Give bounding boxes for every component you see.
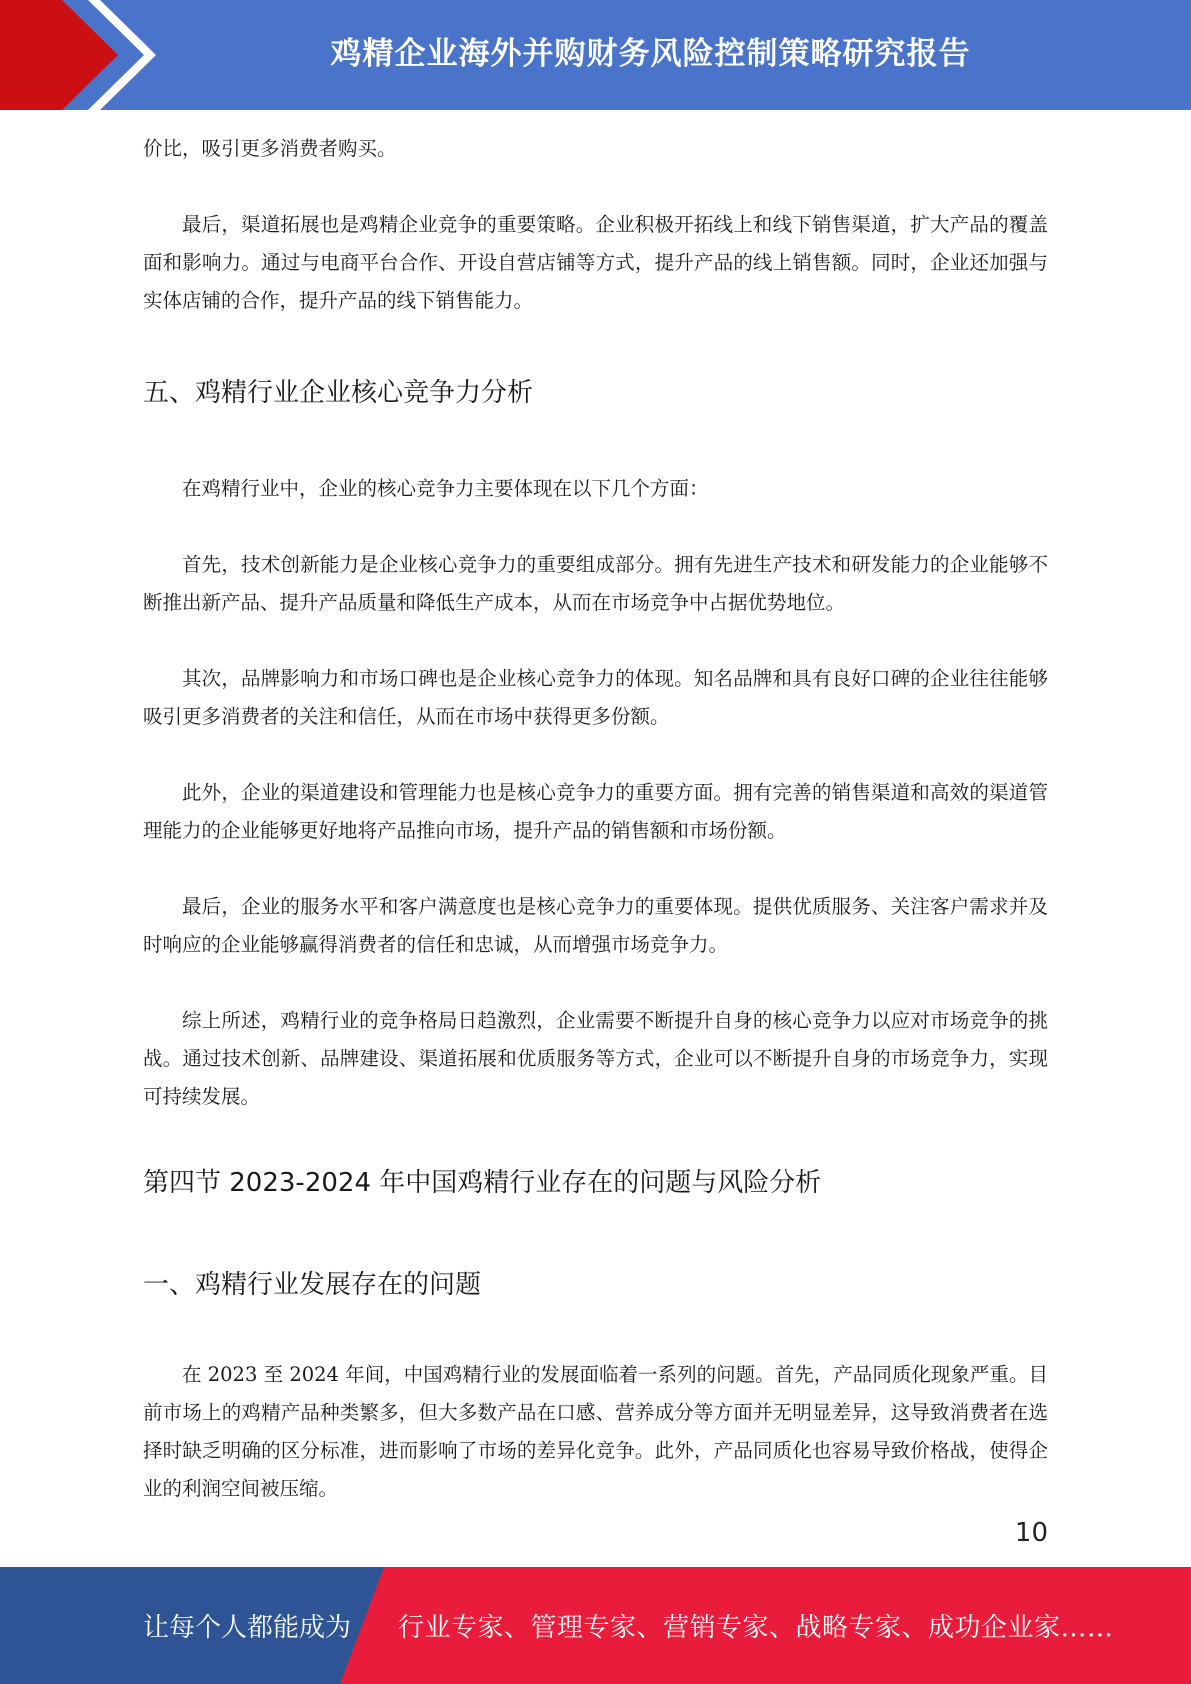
report-title: 鸡精企业海外并购财务风险控制策略研究报告 xyxy=(330,36,971,72)
page-number: 10 xyxy=(1014,1518,1048,1548)
footer-slogan-left: 让每个人都能成为 xyxy=(143,1613,352,1643)
page-content xyxy=(143,130,1048,1546)
subsection-heading: 一、鸡精行业发展存在的问题 xyxy=(143,1270,482,1300)
paragraph: 最后，渠道拓展也是鸡精企业竞争的重要策略。企业积极开拓线上和线下销售渠道，扩大产品的覆盖面和影响力。通过与电商平台合作、开设自营店铺等方式，提升产品的线上销售额。同时，企业还加强与实体店铺的合作，提升产品的线下销售能力。 xyxy=(143,213,1048,312)
paragraph: 综上所述，鸡精行业的竞争格局日趋激烈，企业需要不断提升自身的核心竞争力以应对市场竞争的挑战。通过技术创新、品牌建设、渠道拓展和优质服务等方式，企业可以不断提升自身的市场竞争力，实现可持续发展。 xyxy=(143,1009,1048,1108)
paragraph: 此外，企业的渠道建设和管理能力也是核心竞争力的重要方面。拥有完善的销售渠道和高效的渠道管理能力的企业能够更好地将产品推向市场，提升产品的销售额和市场份额。 xyxy=(143,781,1048,842)
paragraph: 在 2023 至 2024 年间，中国鸡精行业的发展面临着一系列的问题。首先，产品同质化现象严重。目前市场上的鸡精产品种类繁多，但大多数产品在口感、营养成分等方面并无明显差异，这导致消费者在选择时缺乏明确的区分标准，进而影响了市场的差异化竞争。此外，产品同质化也容易导致价格战，使得企业的利润空间被压缩。 xyxy=(143,1363,1048,1500)
page-footer xyxy=(0,1567,1191,1684)
paragraph: 首先，技术创新能力是企业核心竞争力的重要组成部分。拥有先进生产技术和研发能力的企业能够不断推出新产品、提升产品质量和降低生产成本，从而在市场竞争中占据优势地位。 xyxy=(143,553,1048,614)
paragraph: 价比，吸引更多消费者购买。 xyxy=(143,137,397,160)
paragraph: 其次，品牌影响力和市场口碑也是企业核心竞争力的体现。知名品牌和具有良好口碑的企业往往能够吸引更多消费者的关注和信任，从而在市场中获得更多份额。 xyxy=(143,667,1048,728)
paragraph: 在鸡精行业中，企业的核心竞争力主要体现在以下几个方面： xyxy=(182,477,709,500)
page-header xyxy=(0,0,1191,110)
header-arrow-decoration xyxy=(0,0,160,110)
chapter-heading: 第四节 2023-2024 年中国鸡精行业存在的问题与风险分析 xyxy=(143,1168,822,1198)
section-heading: 五、鸡精行业企业核心竞争力分析 xyxy=(143,378,534,408)
footer-slogan-right: 行业专家、管理专家、营销专家、战略专家、成功企业家…… xyxy=(398,1613,1114,1643)
paragraph: 最后，企业的服务水平和客户满意度也是核心竞争力的重要体现。提供优质服务、关注客户需求并及时响应的企业能够赢得消费者的信任和忠诚，从而增强市场竞争力。 xyxy=(143,895,1048,956)
